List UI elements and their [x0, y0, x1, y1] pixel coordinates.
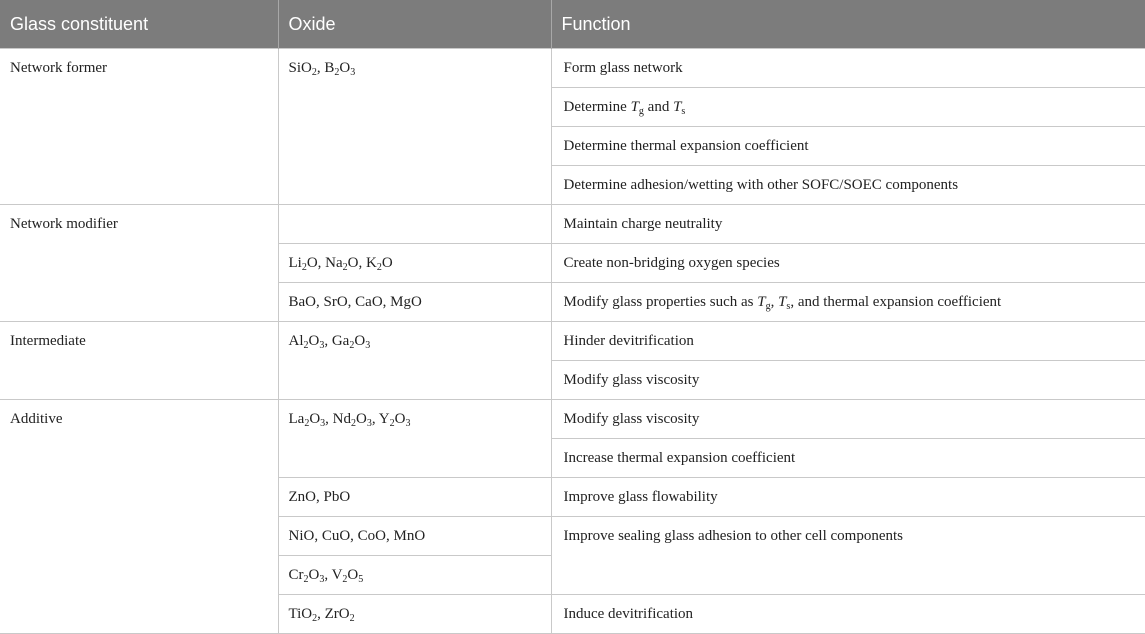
function-cell: Improve glass flowability: [551, 478, 1145, 517]
table-row: [0, 49, 1145, 88]
function-cell: Induce devitrification: [551, 595, 1145, 634]
function-cell: Form glass network: [551, 49, 1145, 88]
oxide-cell: $La_2O_3$, $Nd_2O_3$, $Y_2O_3$: [278, 400, 551, 478]
oxide-cell: ZnO, PbO: [278, 478, 551, 517]
oxide-cell: TiO$_2$, ZrO$_2$: [278, 595, 551, 634]
function-cell: Hinder devitrification: [551, 322, 1145, 361]
function-cell: Improve sealing glass adhesion to other cell components: [551, 517, 1145, 595]
function-cell: Increase thermal expansion coefficient: [551, 439, 1145, 478]
table-row: [0, 205, 1145, 244]
function-cell: Create non-bridging oxygen species: [551, 244, 1145, 283]
constituent-network-modifier: Network modifier: [0, 205, 278, 322]
oxide-cell: $Li_2O$, $Na_2O$, $K_2O$: [278, 244, 551, 283]
function-cell: Maintain charge neutrality: [551, 205, 1145, 244]
oxide-cell-empty: [278, 205, 551, 244]
function-cell: Determine adhesion/wetting with other SOFC/SOEC components: [551, 166, 1145, 205]
table-row: [0, 400, 1145, 439]
function-cell: Determine thermal expansion coefficient: [551, 127, 1145, 166]
header-function: Function: [551, 0, 1145, 49]
constituent-network-former: Network former: [0, 49, 278, 205]
oxide-cell: SiO$_2$, $B_2O_3$: [278, 49, 551, 205]
oxide-cell: NiO, CuO, CoO, MnO: [278, 517, 551, 556]
constituent-intermediate: Intermediate: [0, 322, 278, 400]
header-row: [0, 0, 1145, 49]
constituent-additive: Additive: [0, 400, 278, 634]
header-oxide: Oxide: [278, 0, 551, 49]
header-glass-constituent: Glass constituent: [0, 0, 278, 49]
oxide-cell: $Al_2O_3$, $Ga_2O_3$: [278, 322, 551, 400]
oxide-cell: $Cr_2O_3$, $V_2O_5$: [278, 556, 551, 595]
function-cell: Determine $T_g$ and $T_s$: [551, 88, 1145, 127]
function-cell: Modify glass viscosity: [551, 400, 1145, 439]
table-row: [0, 322, 1145, 361]
function-cell: Modify glass properties such as $T_g$, $T_s$, and thermal expansion coefficient: [551, 283, 1145, 322]
oxide-cell: BaO, SrO, CaO, MgO: [278, 283, 551, 322]
function-cell: Modify glass viscosity: [551, 361, 1145, 400]
